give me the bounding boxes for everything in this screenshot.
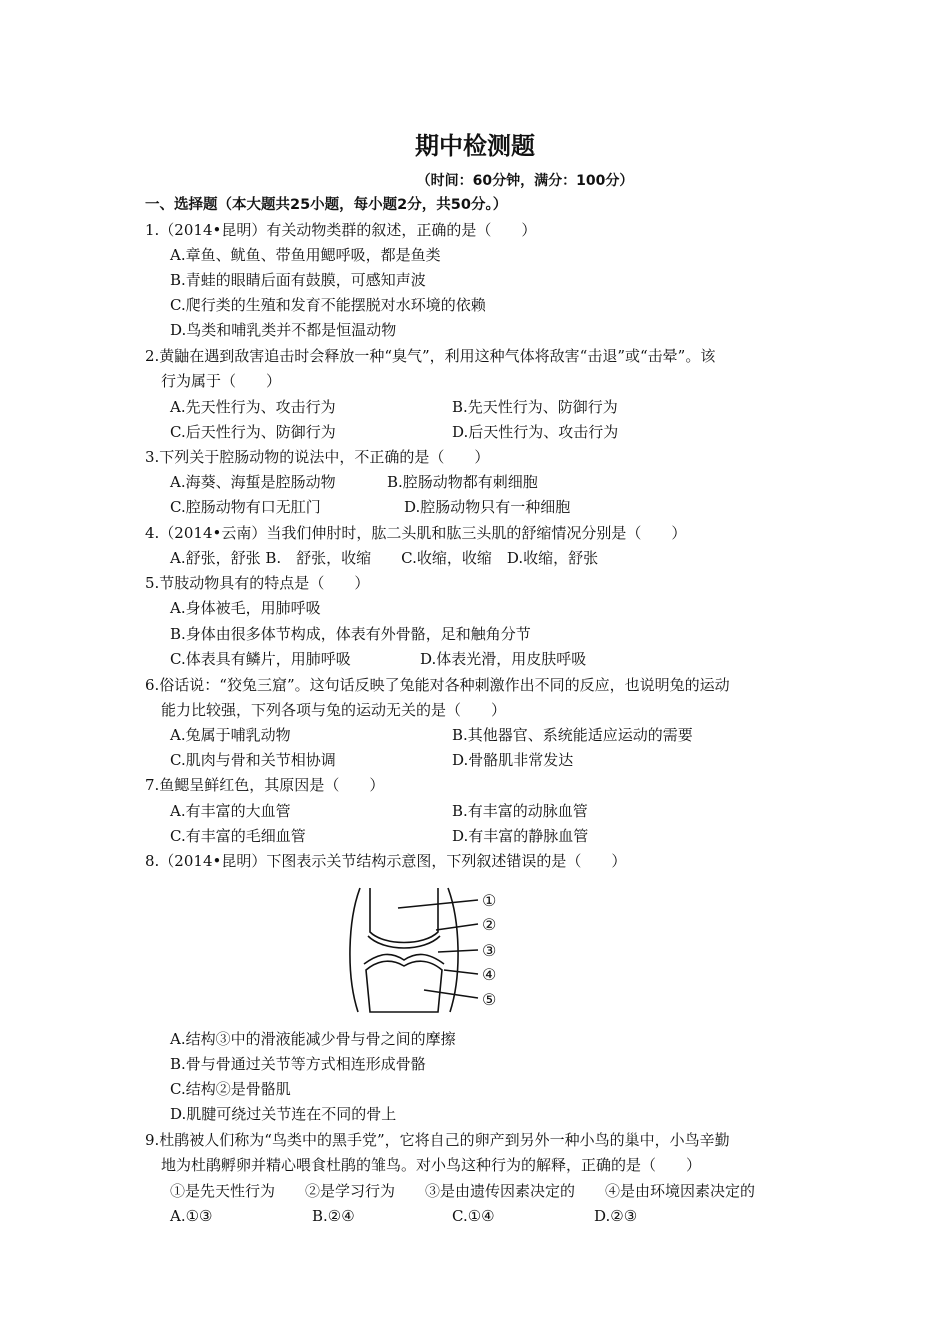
leader-line-3: [438, 950, 478, 952]
question-3-option-d: D.腔肠动物只有一种细胞: [404, 498, 571, 516]
question-7-option-b: B.有丰富的动脉血管: [452, 802, 588, 820]
question-2-option-b: B.先天性行为、防御行为: [452, 398, 618, 416]
question-2-stem: 2.黄鼬在遇到敌害追击时会释放一种“臭气”，利用这种气体将敌害“击退”或“击晕”。该: [145, 347, 716, 365]
question-9-option-c: C.①④: [452, 1207, 495, 1225]
question-7-option-c: C.有丰富的毛细血管: [170, 827, 306, 845]
question-5-option-c: C.体表具有鳞片，用肺呼吸: [170, 650, 351, 668]
question-9-option-a: A.①③: [170, 1207, 213, 1225]
question-8-stem: 8.（2014•昆明）下图表示关节结构示意图，下列叙述错误的是（ ）: [145, 852, 627, 870]
question-6-option-a: A.兔属于哺乳动物: [170, 726, 291, 744]
question-3-option-a: A.海葵、海蜇是腔肠动物: [170, 473, 336, 491]
question-9-option-d: D.②③: [594, 1207, 638, 1225]
question-6-stem: 6.俗话说：“狡兔三窟”。这句话反映了兔能对各种刺激作出不同的反应，也说明兔的运动: [145, 676, 730, 694]
question-3-option-c: C.腔肠动物有口无肛门: [170, 498, 321, 516]
question-7-option-a: A.有丰富的大血管: [170, 802, 291, 820]
question-6-stem-continued: 能力比较强，下列各项与兔的运动无关的是（ ）: [161, 701, 507, 719]
question-5-option-a: A.身体被毛，用肺呼吸: [170, 599, 321, 617]
diagram-label-4: ④: [482, 965, 497, 984]
question-4-options: A.舒张，舒张 B. 舒张，收缩 C.收缩，收缩 D.收缩，舒张: [170, 549, 599, 567]
question-1-option-c: C.爬行类的生殖和发育不能摆脱对水环境的依赖: [170, 296, 486, 314]
question-3-stem: 3.下列关于腔肠动物的说法中，不正确的是（ ）: [145, 448, 490, 466]
question-2-option-c: C.后天性行为、防御行为: [170, 423, 336, 441]
question-8-option-a: A.结构③中的滑液能减少骨与骨之间的摩擦: [170, 1030, 456, 1048]
upper-bone: [370, 888, 438, 943]
joint-structure-diagram: [340, 880, 510, 1020]
lower-bone: [366, 961, 442, 1012]
page-title: 期中检测题: [415, 132, 535, 160]
exam-time-info: （时间：60分钟，满分：100分）: [416, 173, 634, 189]
question-9-option-b: B.②④: [312, 1207, 355, 1225]
question-5-stem: 5.节肢动物具有的特点是（ ）: [145, 574, 370, 592]
question-9-statements: ①是先天性行为 ②是学习行为 ③是由遗传因素决定的 ④是由环境因素决定的: [170, 1182, 756, 1200]
joint-capsule-left: [350, 888, 360, 1012]
question-2-option-d: D.后天性行为、攻击行为: [452, 423, 619, 441]
lower-cartilage: [364, 954, 444, 964]
question-3-option-b: B.腔肠动物都有刺细胞: [387, 473, 538, 491]
diagram-label-3: ③: [482, 941, 497, 960]
diagram-label-1: ①: [482, 891, 497, 910]
question-5-option-b: B.身体由很多体节构成，体表有外骨骼，足和触角分节: [170, 625, 531, 643]
question-9-stem: 9.杜鹃被人们称为“鸟类中的黑手党”，它将自己的卵产到另外一种小鸟的巢中，小鸟辛勤: [145, 1131, 730, 1149]
question-1-option-d: D.鸟类和哺乳类并不都是恒温动物: [170, 321, 397, 339]
question-4-stem: 4.（2014•云南）当我们伸肘时，肱二头肌和肱三头肌的舒缩情况分别是（ ）: [145, 524, 687, 542]
question-2-stem-continued: 行为属于（ ）: [161, 372, 282, 390]
question-1-option-b: B.青蛙的眼睛后面有鼓膜，可感知声波: [170, 271, 426, 289]
question-8-option-d: D.肌腱可绕过关节连在不同的骨上: [170, 1105, 397, 1123]
question-7-stem: 7.鱼鳃呈鲜红色，其原因是（ ）: [145, 776, 385, 794]
diagram-label-2: ②: [482, 915, 497, 934]
question-2-option-a: A.先天性行为、攻击行为: [170, 398, 336, 416]
question-8-option-c: C.结构②是骨骼肌: [170, 1080, 291, 1098]
leader-line-5: [424, 990, 478, 998]
question-1-stem: 1.（2014•昆明）有关动物类群的叙述，正确的是（ ）: [145, 221, 537, 239]
question-6-option-c: C.肌肉与骨和关节相协调: [170, 751, 336, 769]
leader-line-4: [444, 970, 478, 974]
question-8-option-b: B.骨与骨通过关节等方式相连形成骨骼: [170, 1055, 426, 1073]
question-7-option-d: D.有丰富的静脉血管: [452, 827, 589, 845]
question-6-option-d: D.骨骼肌非常发达: [452, 751, 574, 769]
question-6-option-b: B.其他器官、系统能适应运动的需要: [452, 726, 693, 744]
question-1-option-a: A.章鱼、鱿鱼、带鱼用鳃呼吸，都是鱼类: [170, 246, 441, 264]
question-5-option-d: D.体表光滑，用皮肤呼吸: [420, 650, 587, 668]
section-heading: 一、选择题（本大题共25小题，每小题2分，共50分。）: [145, 197, 508, 213]
question-9-stem-continued: 地为杜鹃孵卵并精心喂食杜鹃的雏鸟。对小鸟这种行为的解释，正确的是（ ）: [161, 1156, 702, 1174]
diagram-label-5: ⑤: [482, 990, 497, 1009]
